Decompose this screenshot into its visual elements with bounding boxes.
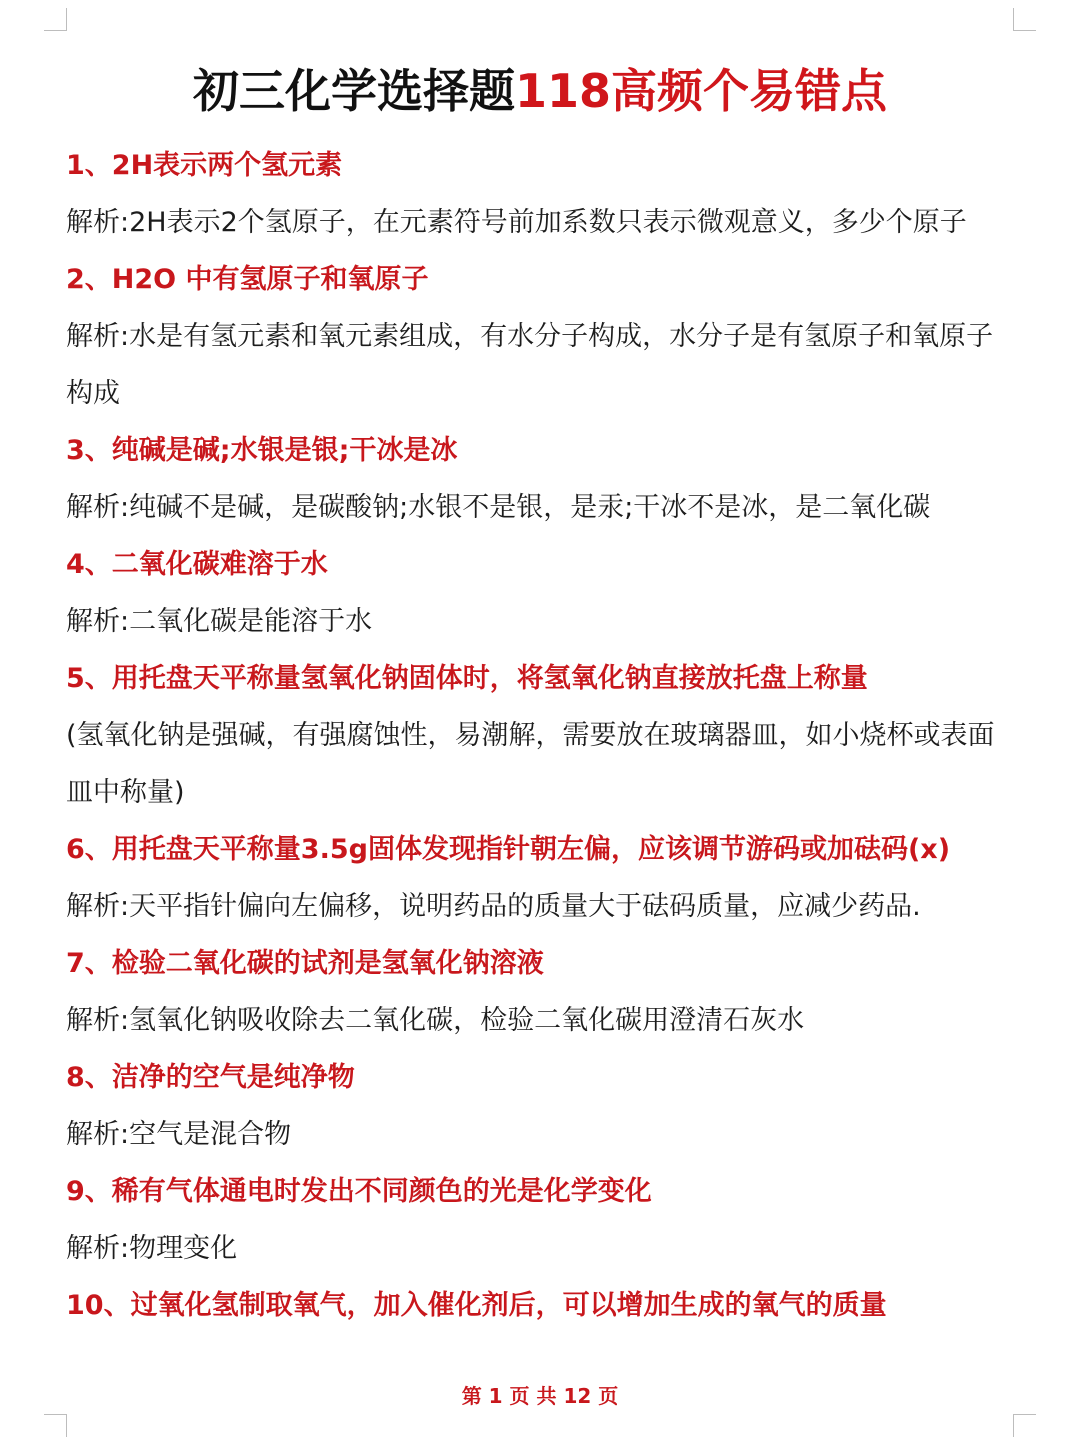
page-title	[0, 58, 1080, 124]
crop-mark-top-right	[1013, 8, 1036, 31]
question-5: 5、用托盘天平称量氢氧化钠固体时，将氢氧化钠直接放托盘上称量	[66, 663, 868, 694]
crop-mark-top-left	[44, 8, 67, 31]
answer-2: 解析:水是有氢元素和氧元素组成，有水分子构成，水分子是有氢原子和氧原子构成	[66, 321, 994, 409]
crop-mark-bottom-right	[1013, 1414, 1036, 1437]
question-8: 8、洁净的空气是纯净物	[66, 1062, 355, 1093]
crop-mark-bottom-left	[44, 1414, 67, 1437]
question-1: 1、2H表示两个氢元素	[66, 150, 343, 181]
item-list	[66, 137, 1026, 1334]
question-6: 6、用托盘天平称量3.5g固体发现指针朝左偏，应该调节游码或加砝码(x)	[66, 834, 951, 865]
answer-9: 解析:物理变化	[66, 1233, 238, 1264]
question-10: 10、过氧化氢制取氧气，加入催化剂后，可以增加生成的氧气的质量	[66, 1290, 887, 1321]
question-2: 2、H2O 中有氢原子和氧原子	[66, 264, 429, 295]
question-3: 3、纯碱是碱;水银是银;干冰是冰	[66, 435, 458, 466]
answer-8: 解析:空气是混合物	[66, 1119, 292, 1150]
answer-6: 解析:天平指针偏向左偏移，说明药品的质量大于砝码质量，应减少药品.	[66, 891, 921, 922]
title-part-1: 初三化学选择题	[192, 64, 515, 118]
answer-5: (氢氧化钠是强碱，有强腐蚀性，易潮解，需要放在玻璃器皿，如小烧杯或表面皿中称量)	[66, 720, 995, 808]
title-part-2: 118高频个易错点	[514, 64, 888, 118]
answer-1: 解析:2H表示2个氢原子，在元素符号前加系数只表示微观意义，多少个原子	[66, 207, 967, 238]
answer-7: 解析:氢氧化钠吸收除去二氧化碳，检验二氧化碳用澄清石灰水	[66, 1005, 805, 1036]
page-footer: 第 1 页 共 12 页	[461, 1384, 619, 1408]
question-4: 4、二氧化碳难溶于水	[66, 549, 328, 580]
question-7: 7、检验二氧化碳的试剂是氢氧化钠溶液	[66, 948, 544, 979]
question-9: 9、稀有气体通电时发出不同颜色的光是化学变化	[66, 1176, 652, 1207]
answer-4: 解析:二氧化碳是能溶于水	[66, 606, 373, 637]
answer-3: 解析:纯碱不是碱，是碳酸钠;水银不是银，是汞;干冰不是冰，是二氧化碳	[66, 492, 931, 523]
